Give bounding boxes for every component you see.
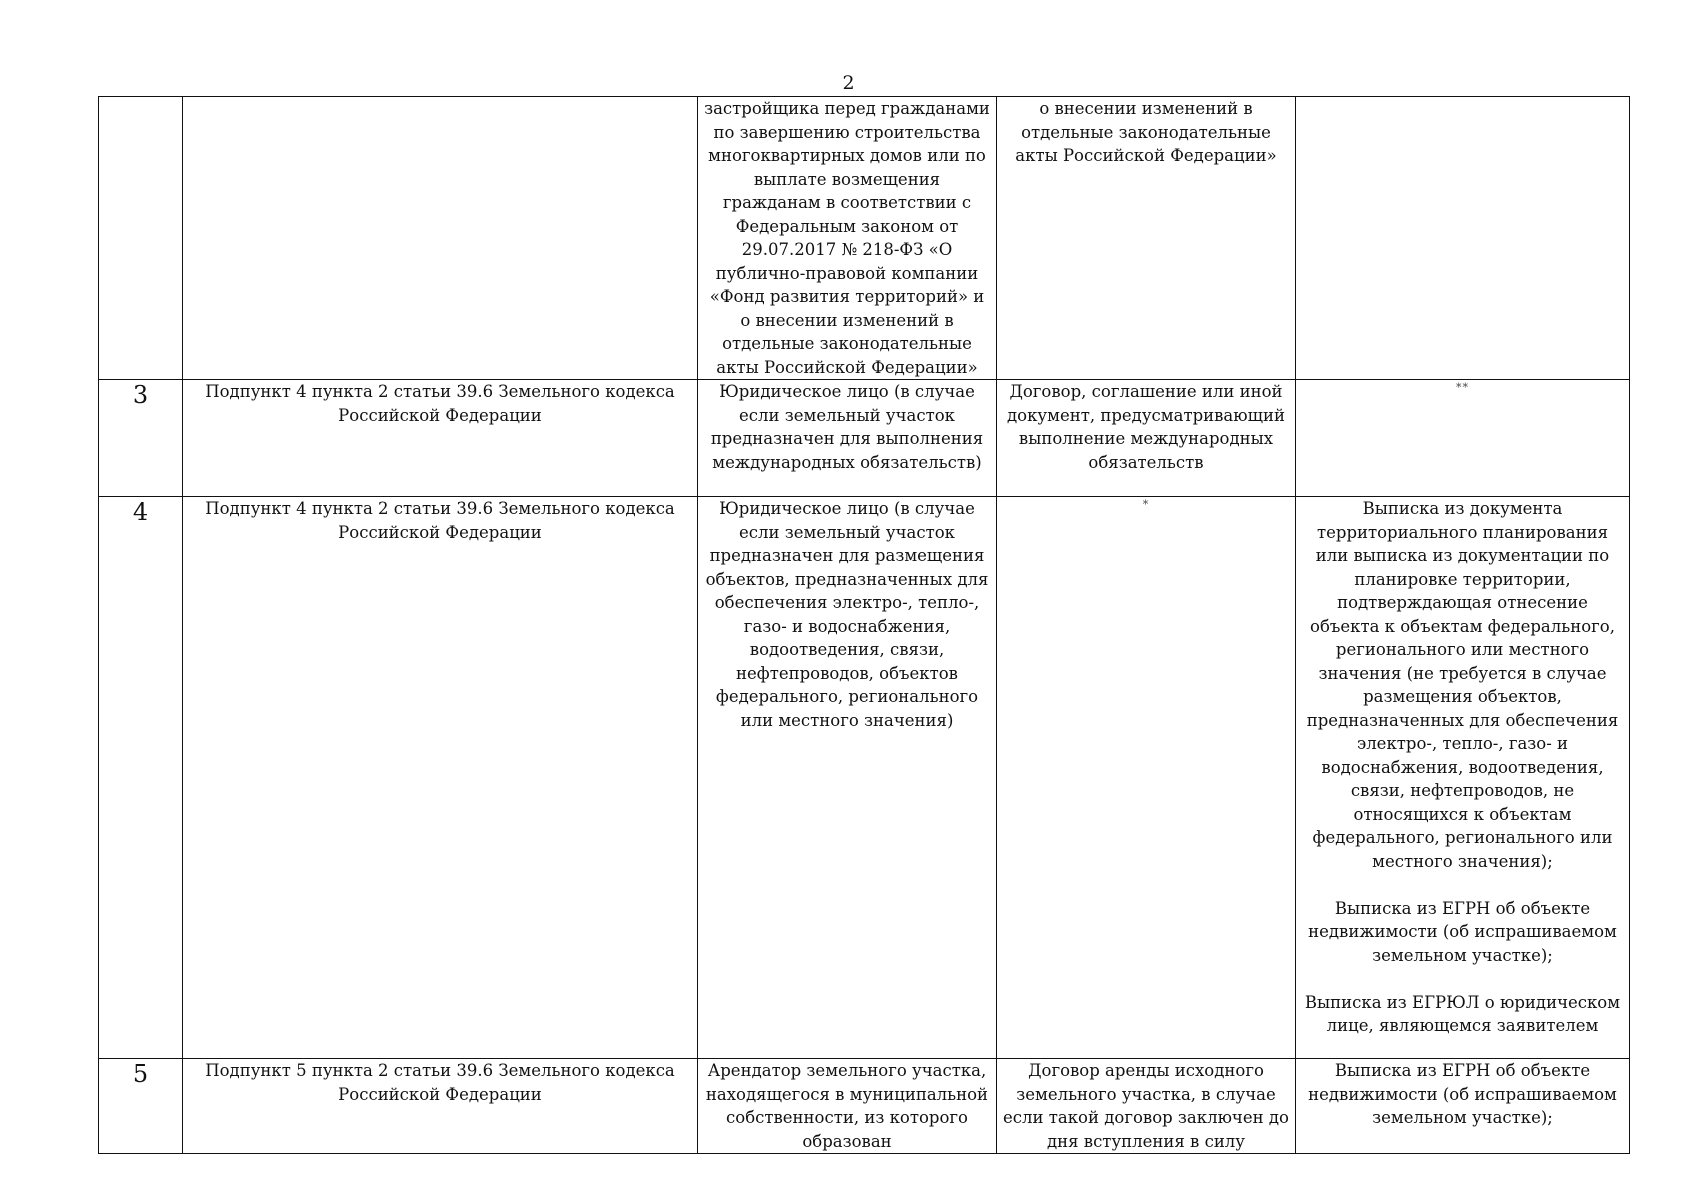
extract-paragraph: Выписка из ЕГРН об объекте недвижимости (об испрашиваемом земельном участке); xyxy=(1308,898,1617,965)
document-cell: Договор аренды исходного земельного участка, в случае если такой договор заключен до дня вступления в силу xyxy=(997,1059,1296,1154)
row-number: 5 xyxy=(99,1059,183,1154)
legal-basis-cell: Подпункт 4 пункта 2 статьи 39.6 Земельного кодекса Российской Федерации xyxy=(183,497,698,1059)
footnote-mark: ** xyxy=(1456,381,1469,394)
row-number xyxy=(99,97,183,380)
extract-paragraph: Выписка из ЕГРЮЛ о юридическом лице, являющемся заявителем xyxy=(1304,992,1621,1035)
table-row xyxy=(99,380,1630,497)
table-row xyxy=(99,97,1630,380)
document-cell: о внесении изменений в отдельные законодательные акты Российской Федерации» xyxy=(997,97,1296,380)
extract-cell xyxy=(1296,497,1630,1059)
document-cell xyxy=(997,497,1296,1059)
legal-basis-cell: Подпункт 4 пункта 2 статьи 39.6 Земельного кодекса Российской Федерации xyxy=(183,380,698,497)
legal-basis-cell xyxy=(183,97,698,380)
table-row xyxy=(99,497,1630,1059)
footnote-mark: * xyxy=(1142,498,1150,511)
extract-cell xyxy=(1296,380,1630,497)
applicant-cell: Юридическое лицо (в случае если земельный участок предназначен для размещения объектов, предназначенных для обеспечения электро-, тепло-, газо- и водоснабжения, водоотведения, связи, нефтепроводов, объектов федерального, регионального или местного значения) xyxy=(698,497,997,1059)
land-documents-table xyxy=(98,96,1630,1154)
extract-paragraph: Выписка из документа территориального планирования или выписка из документации по планировке территории, подтверждающая отнесение объекта к объектам федерального, регионального или местного значения (не требуется в случае размещения объектов, предназначенных для обеспечения электро-, тепло-, газо- и водоснабжения, водоотведения, связи, нефтепроводов, не относящихся к объектам федерального, регионального или местного значения); xyxy=(1306,499,1619,871)
page-number: 2 xyxy=(842,72,855,94)
extract-paragraph: Выписка из ЕГРН об объекте недвижимости (об испрашиваемом земельном участке); xyxy=(1308,1061,1617,1127)
legal-basis-cell: Подпункт 5 пункта 2 статьи 39.6 Земельного кодекса Российской Федерации xyxy=(183,1059,698,1154)
row-number: 3 xyxy=(99,380,183,497)
extract-cell xyxy=(1296,1059,1630,1154)
applicant-cell: Юридическое лицо (в случае если земельный участок предназначен для выполнения международных обязательств) xyxy=(698,380,997,497)
table-row xyxy=(99,1059,1630,1154)
row-number: 4 xyxy=(99,497,183,1059)
applicant-cell: Арендатор земельного участка, находящегося в муниципальной собственности, из которого образован xyxy=(698,1059,997,1154)
applicant-cell: застройщика перед гражданами по завершению строительства многоквартирных домов или по выплате возмещения гражданам в соответствии с Федеральным законом от 29.07.2017 № 218-ФЗ «О публично-правовой компании «Фонд развития территорий» и о внесении изменений в отдельные законодательные акты Российской Федерации» xyxy=(698,97,997,380)
extract-cell xyxy=(1296,97,1630,380)
document-cell: Договор, соглашение или иной документ, предусматривающий выполнение международных обязательств xyxy=(997,380,1296,497)
